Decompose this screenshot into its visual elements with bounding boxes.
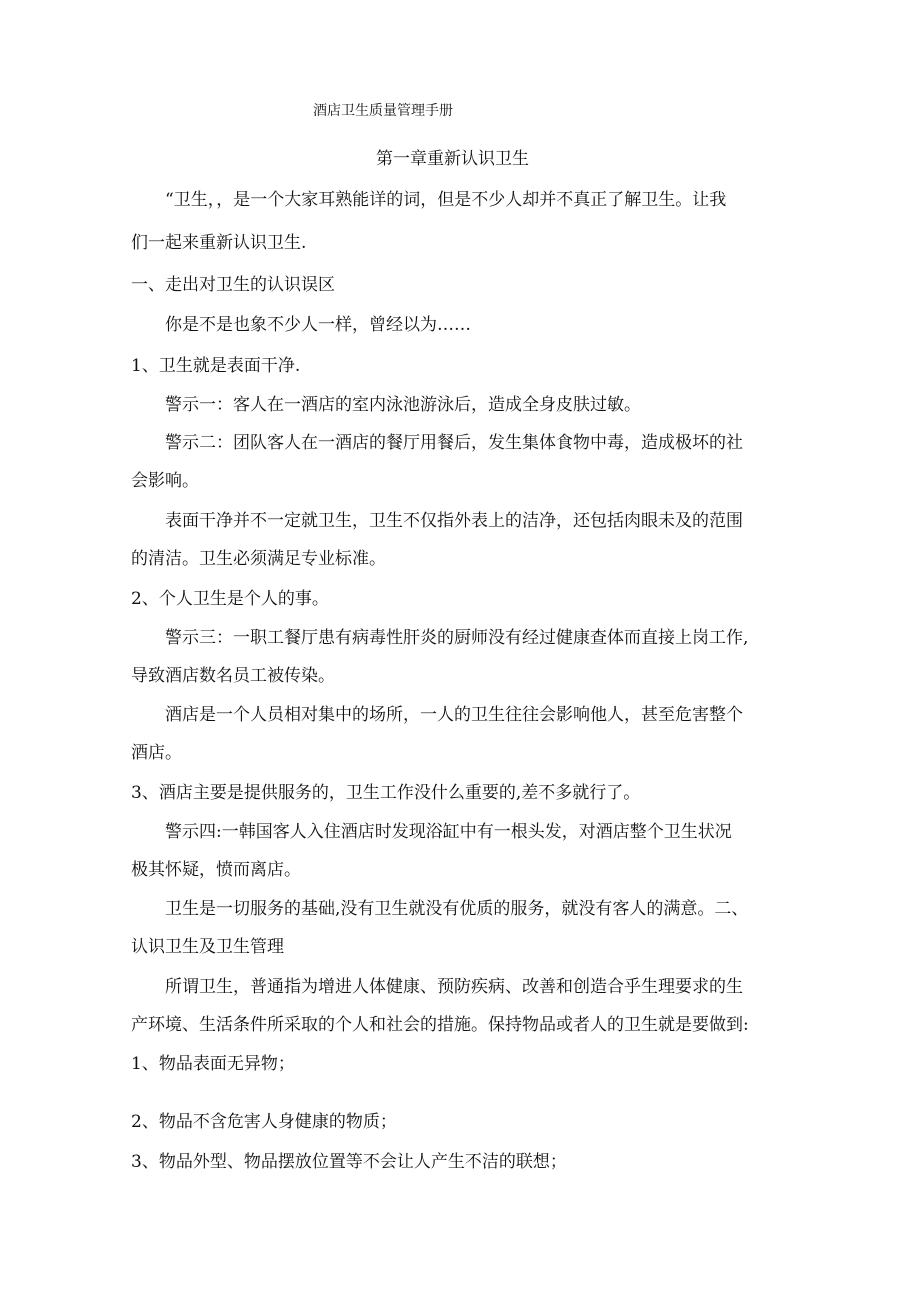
paragraph-line: 表面干净并不一定就卫生，卫生不仅指外表上的洁净，还包括肉眼未及的范围 [165, 511, 743, 531]
paragraph-line: “卫生，，是一个大家耳熟能详的词，但是不少人却并不真正了解卫生。让我 [165, 190, 727, 210]
warning-line: 警示四:一韩国客人入住酒店时发现浴缸中有一根头发，对酒店整个卫生状况 [165, 822, 732, 842]
paragraph-line: 卫生是一切服务的基础,没有卫生就没有优质的服务，就没有客人的满意。二、 [165, 899, 749, 919]
paragraph-line: 极其怀疑，愤而离店。 [131, 860, 301, 880]
paragraph-line: 所谓卫生，普通指为增进人体健康、预防疾病、改善和创造合乎生理要求的生 [165, 977, 743, 997]
warning-line: 警示三：一职工餐厅患有病毒性肝炎的厨师没有经过健康查体而直接上岗工作, [165, 628, 749, 648]
chapter-title: 第一章重新认识卫生 [376, 149, 529, 169]
list-item: 2、物品不含危害人身健康的物质； [131, 1112, 397, 1132]
paragraph-line: 酒店是一个人员相对集中的场所，一人的卫生往往会影响他人，甚至危害整个 [165, 705, 743, 725]
paragraph-line: 们一起来重新认识卫生. [131, 233, 307, 253]
paragraph-line: 你是不是也象不少人一样，曾经以为…… [165, 315, 471, 335]
section-heading: 认识卫生及卫生管理 [131, 937, 284, 957]
paragraph-line: 酒店。 [131, 743, 182, 763]
warning-line: 警示一：客人在一酒店的室内泳池游泳后，造成全身皮肤过敏。 [165, 395, 641, 415]
list-item: 1、物品表面无异物； [131, 1054, 295, 1074]
paragraph-line: 导致酒店数名员工被传染。 [131, 666, 335, 686]
list-item: 1、卫生就是表面干净. [131, 356, 301, 376]
paragraph-line: 会影响。 [131, 471, 199, 491]
list-item: 2、个人卫生是个人的事。 [131, 589, 329, 609]
list-item: 3、物品外型、物品摆放位置等不会让人产生不洁的联想； [131, 1152, 567, 1172]
warning-line: 警示二：团队客人在一酒店的餐厅用餐后，发生集体食物中毒，造成极坏的社 [165, 433, 743, 453]
section-heading: 一、走出对卫生的认识误区 [131, 275, 335, 295]
paragraph-line: 产环境、生活条件所采取的个人和社会的措施。保持物品或者人的卫生就是要做到: [131, 1015, 749, 1035]
document-title: 酒店卫生质量管理手册 [313, 103, 453, 119]
list-item: 3、酒店主要是提供服务的，卫生工作没什么重要的,差不多就行了。 [131, 783, 641, 803]
paragraph-line: 的清洁。卫生必须满足专业标准。 [131, 549, 386, 569]
